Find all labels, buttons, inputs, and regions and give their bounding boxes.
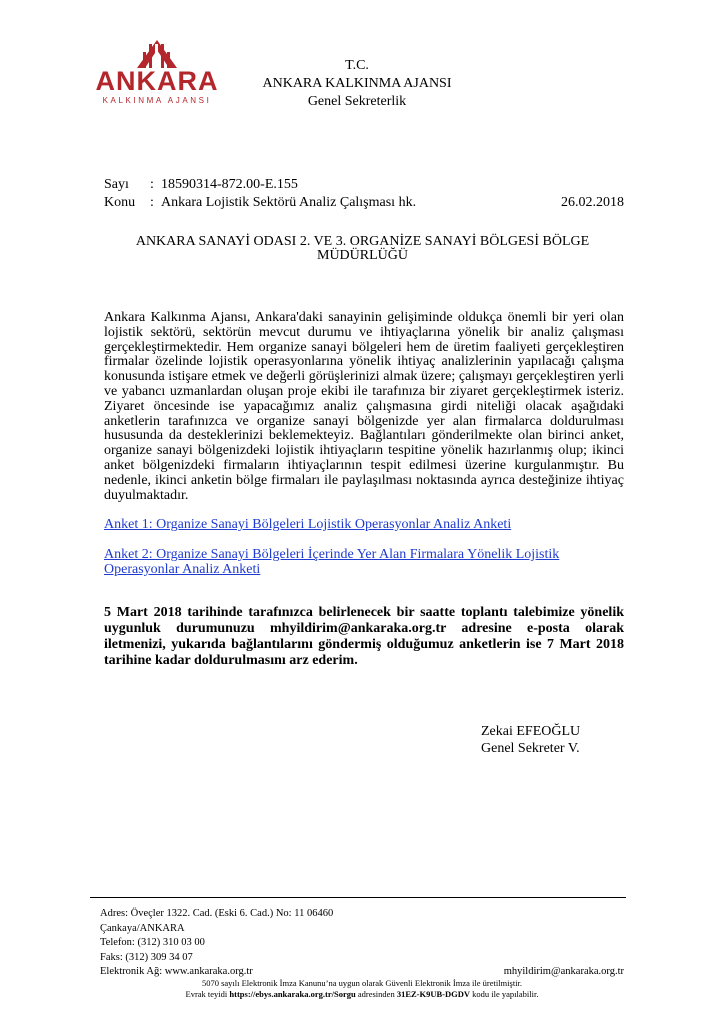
- logo-wordmark: ANKARA: [95, 66, 219, 96]
- survey-1-link[interactable]: Anket 1: Organize Sanayi Bölgeleri Lojistik Operasyonlar Analiz Anketi: [104, 517, 512, 532]
- konu-row: [104, 194, 624, 212]
- letterhead-line-3: Genel Sekreterlik: [307, 94, 407, 109]
- document-date: 26.02.2018: [561, 195, 624, 210]
- ankara-logo: [92, 40, 222, 110]
- signatory-name: Zekai EFEOĞLU: [481, 724, 581, 739]
- letterhead-line-2: ANKARA KALKINMA AJANSI: [262, 76, 452, 91]
- sayi-value: 18590314-872.00-E.155: [161, 177, 298, 192]
- recipient: [130, 235, 595, 263]
- recipient-line-1: ANKARA SANAYİ ODASI 2. VE 3. ORGANİZE SANAYİ BÖLGESİ BÖLGE: [135, 234, 590, 249]
- konu-separator: :: [150, 195, 154, 210]
- sayi-separator: :: [150, 177, 154, 192]
- esign-notice: [100, 978, 624, 1000]
- body-paragraph: Ankara Kalkınma Ajansı, Ankara'daki sanayinin gelişiminde oldukça önemli bir yeri olan lojistik sektörü, sektörün mevcut durumu ve ihtiyaçlarına yönelik bir analiz çalışması gerçekleştirmektedir. Hem organize sanayi bölgeleri hem de üretim faaliyeti gerçekleştiren firmalar özelinde lojistik operasyonlarına yönelik ihtiyaç analizlerinin yapılacağı çalışma konusunda istişare etmek ve değerli görüşlerinizi almak üzere; çalışmayı gerçekleştiren yerli ve yabancı uzmanlardan oluşan proje ekibi ile tarafınıza bir ziyaret gerçekleştirmek isteriz. Ziyaret öncesinde ise yapacağımız analiz çalışmasına girdi niteliği olacak aşağıdaki anketlerin tarafınızca ve organize sanayi bölgenizde yer alan firmalarca doldurulması hususunda da desteklerinizi beklemekteyiz. Bağlantıları gönderilmekte olan birinci anket, organize sanayi bölgenizdeki lojistik ihtiyaçların tespitine yönelik hazırlanmış olup; ikinci anket bölgenizdeki firmaların ihtiyaçlarının tespit edilmesi üzerine kurgulanmıştır. Bu nedenle, ikinci anketin bölge firmaları ile paylaşılması noktasında ayrıca desteğinize ihtiyaç duyulmaktadır.: [104, 310, 624, 503]
- request-paragraph: 5 Mart 2018 tarihinde tarafınızca belirlenecek bir saatte toplantı talebimize yönelik uygunluk durumunuzu mhyildirim@ankaraka.org.tr adresine e-posta olarak iletmenizi, yukarıda bağlantılarını göndermiş olduğumuz anketlerin ise 7 Mart 2018 tarihine kadar doldurulmasını arz ederim.: [104, 605, 624, 668]
- signature-block: [481, 723, 580, 757]
- footer-fax: Faks: (312) 309 34 07: [100, 951, 193, 963]
- footer: [100, 907, 624, 980]
- letterhead: [220, 57, 494, 111]
- verify-code: 31EZ-K9UB-DGDV: [396, 989, 471, 999]
- logo-tagline: KALKINMA AJANSI: [102, 96, 212, 105]
- verify-suffix: kodu ile yapılabilir.: [470, 989, 539, 999]
- recipient-line-2: MÜDÜRLÜĞÜ: [317, 248, 408, 263]
- footer-phone: Telefon: (312) 310 03 00: [100, 937, 205, 948]
- sayi-row: [104, 176, 624, 194]
- verify-url: https://ebys.ankaraka.org.tr/Sorgu: [229, 989, 356, 999]
- sayi-label: Sayı: [104, 177, 129, 192]
- konu-value: Ankara Lojistik Sektörü Analiz Çalışması hk.: [161, 195, 417, 210]
- esign-note: 5070 sayılı Elektronik İmza Kanunu’na uygun olarak Güvenli Elektronik İmza ile üretilmiştir.: [201, 978, 523, 988]
- footer-address-2: Çankaya/ANKARA: [100, 922, 185, 934]
- footer-web: Elektronik Ağ: www.ankaraka.org.tr: [100, 966, 253, 977]
- verify-prefix: Evrak teyidi: [185, 989, 230, 999]
- survey-2-link[interactable]: Anket 2: Organize Sanayi Bölgeleri İçerinde Yer Alan Firmalara Yönelik Lojistik Operasyonlar Analiz Anketi: [104, 547, 560, 577]
- document-meta: [104, 176, 624, 212]
- footer-address-1: Adres: Öveçler 1322. Cad. (Eski 6. Cad.) No: 11 06460: [100, 908, 334, 919]
- letterhead-line-1: T.C.: [345, 58, 369, 73]
- konu-label: Konu: [104, 195, 136, 210]
- verify-mid: adresinden: [355, 989, 397, 999]
- ankara-logo-icon: [129, 40, 185, 68]
- signatory-title: Genel Sekreter V.: [481, 741, 580, 756]
- verification-line: [100, 989, 624, 1000]
- footer-email: mhyildirim@ankaraka.org.tr: [503, 966, 624, 977]
- footer-divider: [90, 897, 626, 898]
